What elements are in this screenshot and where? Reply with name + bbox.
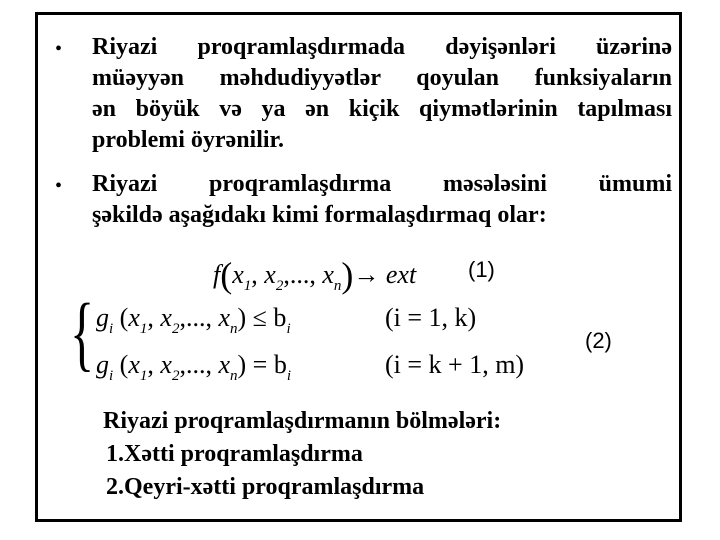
formula-1-arrow: → <box>353 260 380 289</box>
bullet-marker: • <box>55 175 63 197</box>
bullet-marker: • <box>55 38 63 60</box>
formula-2-row-2-index: (i = k + 1, m) <box>385 350 525 379</box>
formula-2-row-2: $g_i$ ($x_1$, $x_2$,..., $x_n) = b_i$ <box>96 350 291 384</box>
formula-1-f: f <box>213 260 221 289</box>
section-item-1: 1.Xətti proqramlaşdırma <box>106 441 363 467</box>
bullet-2-line-1: Riyazi proqramlaşdırma məsələsini ümumi <box>92 171 672 197</box>
bullet-1-line-2: müəyyən məhdudiyyətlər qoyulan funksiyaların <box>92 65 672 91</box>
formula-2-row-1-index: (i = 1, k) <box>385 303 477 332</box>
bullet-1-line-3: ən böyük və ya ən kiçik qiymətlərinin tapılması <box>92 96 672 122</box>
formula-2-label: (2) <box>585 328 612 353</box>
section-title: Riyazi proqramlaşdırmanın bölmələri: <box>103 408 502 434</box>
formula-2-row-1: $g_i$ ($x_1$, $x_2$,..., $x_n) \le b_i$ <box>96 303 291 337</box>
section-item-2: 2.Qeyri-xətti proqramlaşdırma <box>106 474 425 500</box>
system-brace: { <box>70 287 95 380</box>
bullet-2-line-2: şəkildə aşağıdakı kimi formalaşdırmaq olar: <box>92 202 547 228</box>
formula-1-label: (1) <box>468 257 495 282</box>
formula-1: $f(x_1$, $x_2$,..., $x_n)\to$ ext <box>213 255 417 295</box>
bullet-1-line-4: problemi öyrənilir. <box>92 127 284 153</box>
formula-1-ext: ext <box>385 260 417 289</box>
bullet-1-line-1: Riyazi proqramlaşdırmada dəyişənləri üzərinə <box>92 34 672 60</box>
